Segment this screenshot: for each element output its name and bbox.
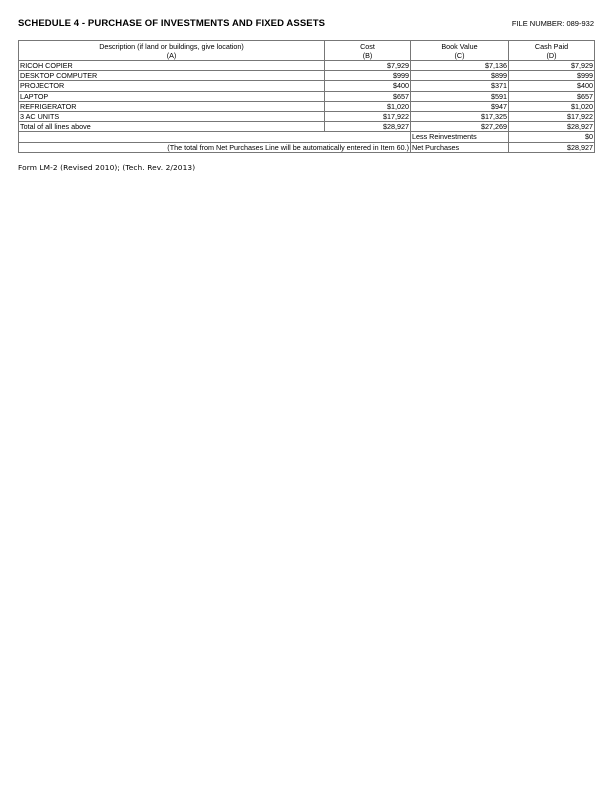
total-book-value: $27,269 [411, 122, 509, 132]
column-header-book-value [411, 41, 509, 61]
net-purchases-label: Net Purchases [411, 142, 509, 152]
file-number: FILE NUMBER: 089-932 [511, 19, 594, 28]
row-description: RICOH COPIER [19, 61, 325, 71]
row-book-value: $591 [411, 91, 509, 101]
schedule-title: SCHEDULE 4 - PURCHASE OF INVESTMENTS AND FIXED ASSETS [18, 18, 326, 29]
page-header [18, 18, 594, 32]
row-description: 3 AC UNITS [19, 111, 325, 121]
total-row [19, 122, 595, 132]
row-cash-paid: $1,020 [509, 101, 595, 111]
schedule-table [18, 40, 595, 153]
table-row [19, 91, 595, 101]
total-cost: $28,927 [325, 122, 411, 132]
net-purchases-value: $28,927 [509, 142, 595, 152]
column-header-sub: (D) [546, 50, 557, 60]
table-row [19, 61, 595, 71]
row-description: REFRIGERATOR [19, 101, 325, 111]
row-cost: $17,922 [325, 111, 411, 121]
less-reinvestments-label: Less Reinvestments [411, 132, 509, 142]
total-cash-paid: $28,927 [509, 122, 595, 132]
row-book-value: $371 [411, 81, 509, 91]
form-footer: Form LM-2 (Revised 2010); (Tech. Rev. 2/2013) [18, 163, 196, 172]
column-header-description [19, 41, 325, 61]
column-header-cost [325, 41, 411, 61]
row-description: DESKTOP COMPUTER [19, 71, 325, 81]
table-header-row [19, 41, 595, 61]
row-cost: $400 [325, 81, 411, 91]
blank-cell [19, 132, 411, 142]
row-cash-paid: $400 [509, 81, 595, 91]
row-book-value: $7,136 [411, 61, 509, 71]
row-description: LAPTOP [19, 91, 325, 101]
row-book-value: $947 [411, 101, 509, 111]
net-purchases-note: (The total from Net Purchases Line will be automatically entered in Item 60.) [19, 142, 411, 152]
column-header-cash-paid [509, 41, 595, 61]
less-reinvestments-value: $0 [509, 132, 595, 142]
net-purchases-row [19, 142, 595, 152]
total-label: Total of all lines above [19, 122, 325, 132]
column-header-sub: (C) [454, 50, 465, 60]
table-row [19, 81, 595, 91]
row-description: PROJECTOR [19, 81, 325, 91]
column-header-label: Cash Paid [534, 41, 569, 51]
less-reinvestments-row [19, 132, 595, 142]
row-cost: $999 [325, 71, 411, 81]
column-header-sub: (B) [362, 50, 373, 60]
row-cash-paid: $999 [509, 71, 595, 81]
column-header-label: Book Value [441, 41, 478, 51]
column-header-label: Description (if land or buildings, give location) [99, 41, 244, 51]
table-row [19, 111, 595, 121]
row-book-value: $899 [411, 71, 509, 81]
table-row [19, 101, 595, 111]
row-cost: $1,020 [325, 101, 411, 111]
column-header-label: Cost [360, 41, 375, 51]
row-cash-paid: $657 [509, 91, 595, 101]
row-book-value: $17,325 [411, 111, 509, 121]
column-header-sub: (A) [166, 50, 177, 60]
row-cost: $657 [325, 91, 411, 101]
table-row [19, 71, 595, 81]
row-cash-paid: $17,922 [509, 111, 595, 121]
row-cost: $7,929 [325, 61, 411, 71]
row-cash-paid: $7,929 [509, 61, 595, 71]
